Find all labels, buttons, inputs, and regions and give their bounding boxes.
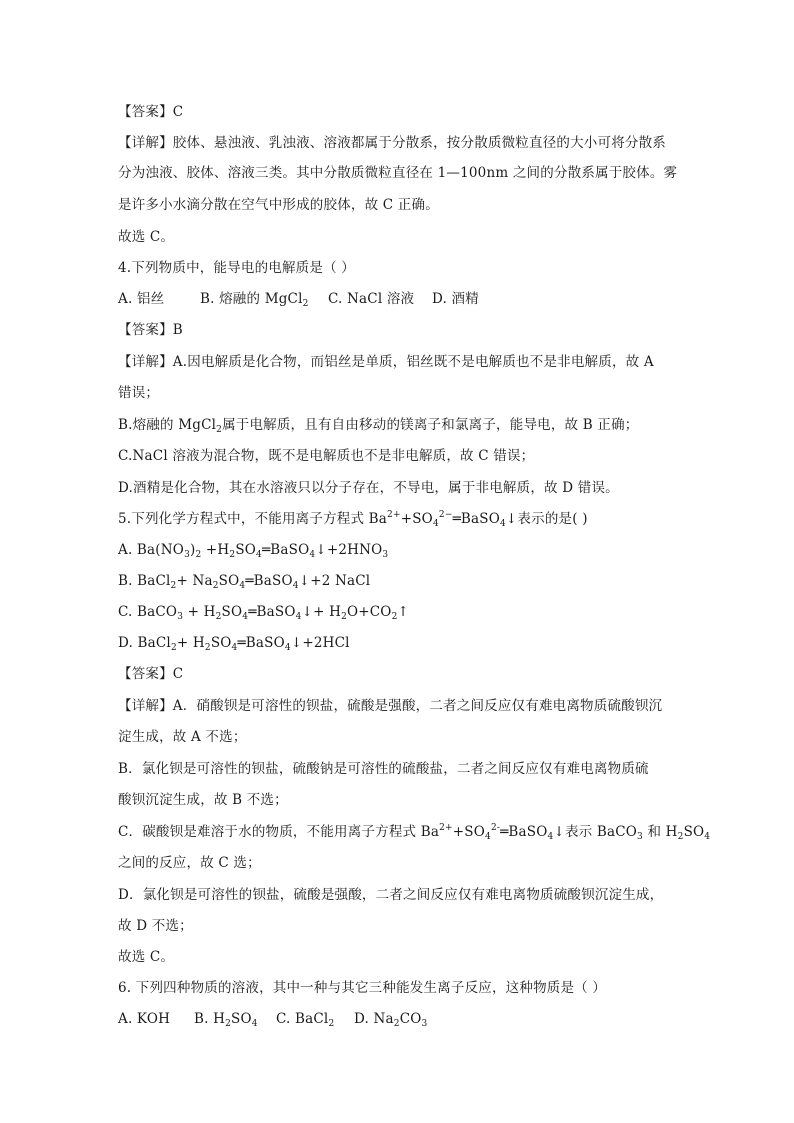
question-5-stem: 5.下列化学方程式中，不能用离子方程式 $Ba^{2+}+SO_4^{2-}═BaSO_4↓$表示的是( ) xyxy=(118,510,588,529)
explanation-q5-c-line1: C．碳酸钡是难溶于水的物质，不能用离子方程式 $Ba^{2+}+SO_4^{2-}═BaSO_4↓$表示 BaCO$_3$ 和 $H_2SO_4$ xyxy=(118,823,711,842)
explanation-q3-line3: 是许多小水滴分散在空气中形成的胶体，故 C 正确。 xyxy=(118,197,439,213)
question-6-stem: 6. 下列四种物质的溶液，其中一种与其它三种能发生离子反应，这种物质是（ ） xyxy=(118,980,607,996)
question-5-option-c: C. BaCO$_3$ + $H_2SO_4═BaSO_4↓+$ $H_2O+CO_2↑$ xyxy=(118,604,410,622)
q6-option-b: B. $H_2SO_4$ xyxy=(194,1011,258,1029)
question-4-stem: 4.下列物质中，能导电的电解质是（ ） xyxy=(118,260,355,276)
explanation-q5-a-line2: 淀生成，故 A 不选； xyxy=(118,729,247,745)
q4-option-d: D. 酒精 xyxy=(432,291,479,307)
question-5-option-b: B. BaCl$_2$+ $Na_2SO_4═BaSO_4↓+2$ NaCl xyxy=(118,573,371,591)
explanation-q4-c: C.NaCl 溶液为混合物，既不是电解质也不是非电解质，故 C 错误； xyxy=(118,448,535,464)
explanation-q3-line2: 分为浊液、胶体、溶液三类。其中分散质微粒直径在 1—100nm 之间的分散系属于胶体。雾 xyxy=(118,165,678,181)
q6-option-c: C. BaCl$_2$ xyxy=(276,1011,335,1029)
q6-option-a: A. KOH xyxy=(118,1011,171,1027)
question-6-options xyxy=(118,1009,678,1029)
q4-option-b: B. 熔融的 MgCl$_2$ xyxy=(200,291,309,309)
answer-label-q5: 【答案】C xyxy=(118,666,184,682)
explanation-q4-b: B.熔融的 MgCl$_2$属于电解质，且有自由移动的镁离子和氯离子，能导电，故 B 正确； xyxy=(118,417,639,435)
question-5-option-d: D. BaCl$_2$+ $H_2SO_4═BaSO_4↓+2HCl$ xyxy=(118,635,350,653)
question-4-options xyxy=(118,289,678,309)
explanation-q5-d-line2: 故 D 不选； xyxy=(118,918,193,934)
explanation-q4-line1: 【详解】A.因电解质是化合物，而铝丝是单质，铝丝既不是电解质也不是非电解质，故 A xyxy=(118,354,654,370)
answer-label-q3: 【答案】C xyxy=(118,104,184,120)
explanation-q4-d: D.酒精是化合物，其在水溶液只以分子存在，不导电，属于非电解质，故 D 错误。 xyxy=(118,480,619,496)
explanation-q5-b-line1: B．氯化钡是可溶性的钡盐，硫酸钠是可溶性的硫酸盐，二者之间反应仅有难电离物质硫 xyxy=(118,761,649,777)
explanation-q5-b-line2: 酸钡沉淀生成，故 B 不选； xyxy=(118,792,288,808)
conclusion-q5: 故选 C。 xyxy=(118,949,175,965)
explanation-q3-line1: 【详解】胶体、悬浊液、乳浊液、溶液都属于分散系，按分散质微粒直径的大小可将分散系 xyxy=(118,135,666,151)
q4-option-c: C. NaCl 溶液 xyxy=(328,291,415,307)
explanation-q5-c-line2: 之间的反应，故 C 选； xyxy=(118,855,261,871)
answer-label-q4: 【答案】B xyxy=(118,322,183,338)
conclusion-q3: 故选 C。 xyxy=(118,229,175,245)
question-5-option-a: A. $Ba(NO_3)_2$ $+H_2SO_4═BaSO_4↓+2HNO_3$ xyxy=(118,542,389,560)
explanation-q5-a-line1: 【详解】A．硝酸钡是可溶性的钡盐，硫酸是强酸，二者之间反应仅有难电离物质硫酸钡沉 xyxy=(118,698,663,714)
explanation-q5-d-line1: D．氯化钡是可溶性的钡盐，硫酸是强酸，二者之间反应仅有难电离物质硫酸钡沉淀生成， xyxy=(118,887,664,903)
q4-option-a: A. 铝丝 xyxy=(118,291,165,307)
explanation-q4-line2: 错误； xyxy=(118,385,160,401)
q6-option-d: D. $Na_2CO_3$ xyxy=(354,1011,428,1029)
